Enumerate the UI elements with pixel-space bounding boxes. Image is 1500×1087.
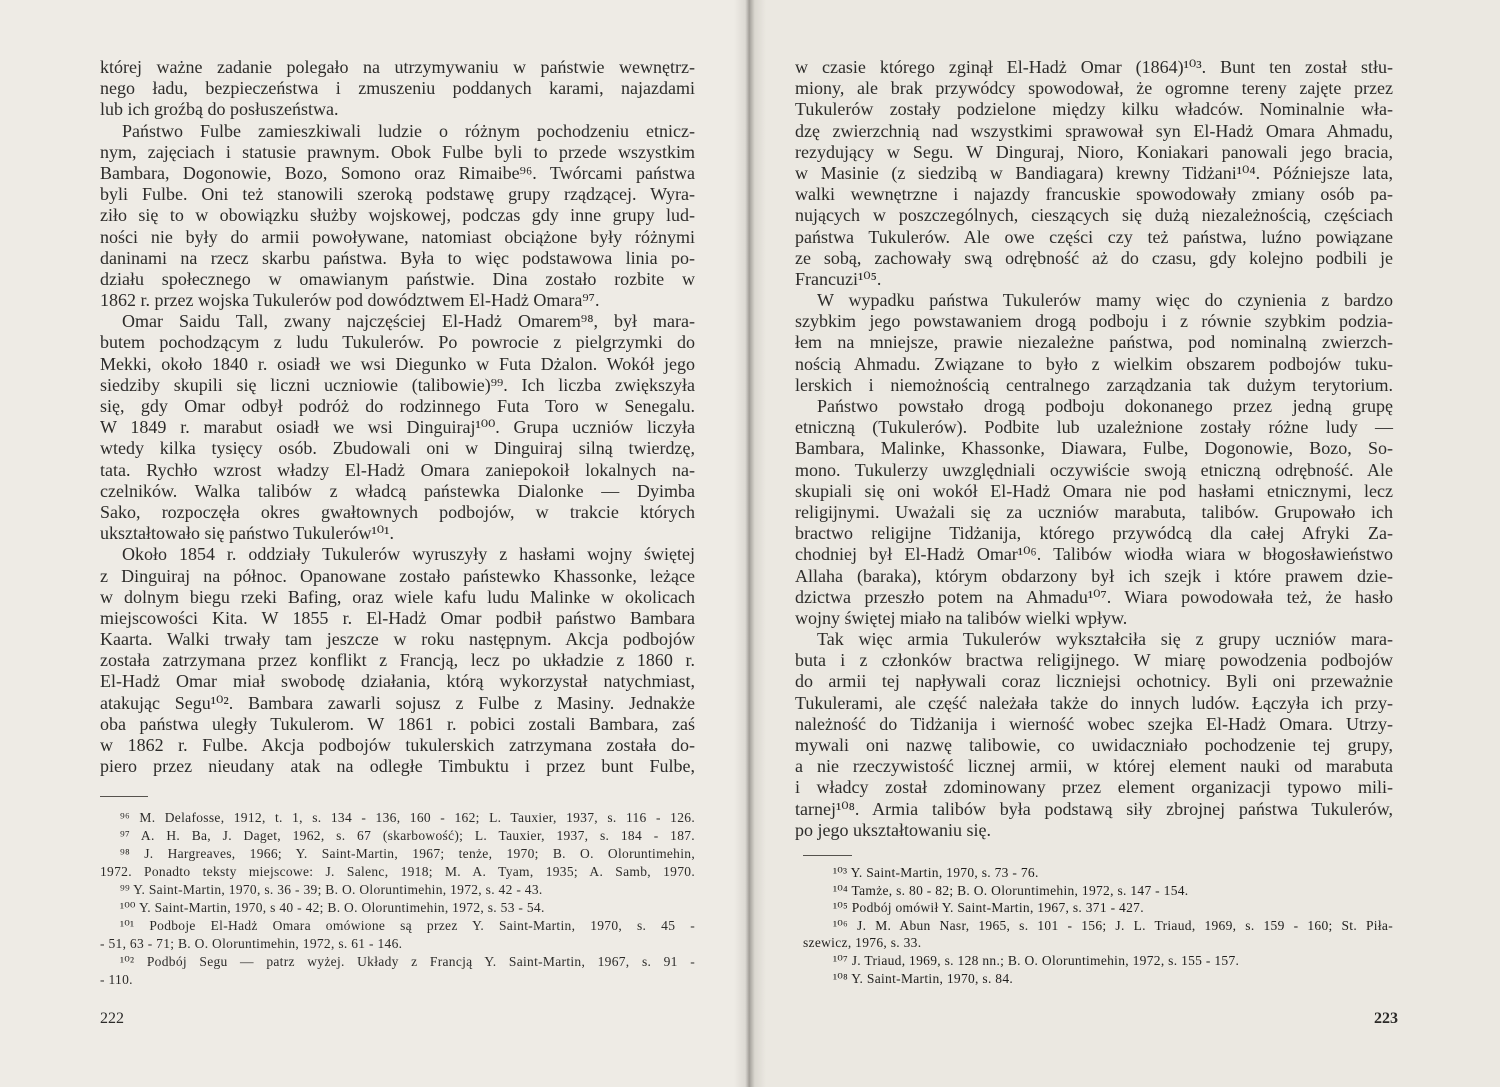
body-line: wojny świętej miało na talibów wielki wpływ.: [795, 607, 1128, 628]
body-line: buta i z członków bractwa religijnego. W miarę powodzenia podbojów: [795, 650, 1393, 671]
body-line: religijnymi. Uważali się za uczniów marabuta, talibów. Grupowało ich: [795, 501, 1393, 522]
body-line: 1862 r. przez wojska Tukulerów pod dowództwem El-Hadż Omara⁹⁷.: [100, 290, 600, 311]
body-line: ności nie były do armii powoływane, natomiast obciążone były różnymi: [100, 226, 695, 247]
body-line: tarnej¹⁰⁸. Armia talibów była podstawą siły zbrojnej państwa Tukulerów,: [795, 798, 1393, 819]
body-line: czelników. Walka talibów z władcą państewka Dialonke — Dyimba: [100, 480, 695, 501]
body-line: nego ładu, bezpieczeństwa i zmuszeniu poddanych karami, najazdami: [100, 78, 695, 99]
body-line: należność do Tidżanija i wierność wobec szejka El-Hadż Omara. Utrzy-: [795, 713, 1393, 734]
body-line: Allaha (baraka), którym obdarzony był ich szejk i które prawem dzie-: [795, 565, 1393, 586]
body-line: piero przez nieudany atak na odległe Timbuktu i przez bunt Fulbe,: [100, 756, 695, 777]
body-line: a nie rzeczywistość licznej armii, w której element nauki od marabuta: [795, 756, 1393, 777]
body-line: chodniej był El-Hadż Omar¹⁰⁶. Talibów wiodła wiara w błogosławieństwo: [795, 544, 1393, 565]
body-line: oba państwa uległy Tukulerom. W 1861 r. pobici zostali Bambara, zaś: [100, 713, 695, 734]
body-line: Tukulerami, ale część należała także do innych ludów. Łączyła ich przy-: [795, 692, 1393, 713]
footnote-line: ¹⁰¹ Podboje El-Hadż Omara omówione są przez Y. Saint-Martin, 1970, s. 45 -: [120, 918, 695, 933]
body-line: Omar Saidu Tall, zwany najczęściej El-Hadż Omarem⁹⁸, był mara-: [122, 311, 695, 332]
body-line: skupiali się oni wokół El-Hadż Omara nie pod hasłami etnicznymi, lecz: [795, 480, 1393, 501]
body-line: ziło się to w obowiązku służby wojskowej, podczas gdy inne grupy lud-: [100, 205, 695, 226]
body-line: walki wewnętrzne i najazdy francuskie spowodowały zmiany osób pa-: [795, 184, 1393, 205]
body-line: ze sobą, zachowały swą odrębność aż do czasu, gdy kolejno podbili je: [795, 247, 1393, 268]
footnote-line: ⁹⁷ A. H. Ba, J. Daget, 1962, s. 67 (skarbowość); L. Tauxier, 1937, s. 184 - 187.: [120, 828, 695, 843]
footnote-line: ⁹⁶ M. Delafosse, 1912, t. 1, s. 134 - 136, 160 - 162; L. Tauxier, 1937, s. 116 - 126.: [120, 810, 695, 825]
body-line: została zatrzymana przez konflikt z Francją, lecz po układzie z 1860 r.: [100, 650, 695, 671]
body-line: Bambara, Malinke, Khassonke, Diawara, Fulbe, Dogonowie, Bozo, So-: [795, 438, 1393, 459]
body-line: w 1862 r. Fulbe. Akcja podbojów tukulerskich zatrzymana została do-: [100, 735, 695, 755]
body-line: etniczną (Tukulerów). Podbite lub uzależnione zostały różne ludy —: [795, 417, 1393, 438]
body-line: Mekki, około 1840 r. osiadł we wsi Diegunko w Futa Dżalon. Wokół jego: [100, 353, 695, 374]
body-line: Państwo powstało drogą podboju dokonanego przez jedną grupę: [817, 396, 1393, 416]
body-line: byli Fulbe. Oni też stanowili szeroką podstawę grupy rządzącej. Wyra-: [100, 184, 695, 205]
body-line: lub ich groźbą do posłuszeństwa.: [100, 99, 339, 120]
body-line: Kaarta. Walki trwały tam jeszcze w roku następnym. Akcja podbojów: [100, 629, 695, 650]
body-line: Tukulerów zostały podzielone między kilku władców. Nominalnie wła-: [795, 99, 1393, 120]
footnote-line: ¹⁰⁸ Y. Saint-Martin, 1970, s. 84.: [833, 970, 1014, 986]
body-line: z Dinguiraj na północ. Opanowane zostało państewko Khassonke, leżące: [100, 565, 695, 586]
body-line: tata. Rychło wzrost władzy El-Hadż Omara zaniepokoił lokalnych na-: [100, 459, 695, 480]
page-number: 222: [100, 1010, 124, 1027]
body-line: Tak więc armia Tukulerów wykształciła się z grupy uczniów mara-: [817, 629, 1393, 650]
body-line: Francuzi¹⁰⁵.: [795, 268, 882, 289]
body-line: W 1849 r. marabut osiadł we wsi Dinguiraj¹⁰⁰. Grupa uczniów liczyła: [100, 417, 695, 438]
footnotes: [100, 809, 695, 989]
footnote-line: szewicz, 1976, s. 33.: [803, 935, 922, 951]
page-number: 223: [1374, 1010, 1398, 1027]
body-line: państwa Tukulerów. Ale owe części czy też państwa, luźno powiązane: [795, 226, 1393, 247]
footnote-line: - 110.: [100, 972, 133, 987]
body-line: W wypadku państwa Tukulerów mamy więc do czynienia z bardzo: [817, 290, 1393, 311]
body-line: rezydujący w Segu. W Dinguraj, Nioro, Koniakari panowali jego bracia,: [795, 141, 1393, 162]
body-line: nujących w poszczególnych, cieszących się dużą niezależnością, częściach: [795, 205, 1393, 226]
footnotes: [803, 864, 1393, 987]
footnote-line: - 51, 63 - 71; B. O. Oloruntimehin, 1972, s. 61 - 146.: [100, 936, 403, 951]
footnote-line: 1972. Ponadto teksty miejscowe: J. Salenc, 1918; M. A. Tyam, 1935; A. Samb, 1970.: [100, 864, 695, 879]
body-line: w czasie którego zginął El-Hadż Omar (1864)¹⁰³. Bunt ten został stłu-: [795, 57, 1393, 77]
body-line: Około 1854 r. oddziały Tukulerów wyruszyły z hasłami wojny świętej: [122, 544, 695, 565]
body-line: w dolnym biegu rzeki Bafing, oraz wiele kafu ludu Malinke w okolicach: [100, 586, 695, 607]
body-line: w Masinie (z siedzibą w Bandiagara) krewny Tidżani¹⁰⁴. Późniejsze lata,: [795, 162, 1393, 183]
footnote-line: ¹⁰⁰ Y. Saint-Martin, 1970, s 40 - 42; B. O. Oloruntimehin, 1972, s. 53 - 54.: [120, 900, 545, 915]
body-line: miejscowości Kita. W 1855 r. El-Hadż Omar podbił państwo Bambara: [100, 607, 695, 628]
body-line: daninami na rzecz skarbu państwa. Była to więc podstawowa linia po-: [100, 247, 695, 268]
body-line: szybkim jego powstawaniem drogą podboju i z równie szybkim podzia-: [795, 311, 1393, 332]
footnote-line: ¹⁰⁷ J. Triaud, 1969, s. 128 nn.; B. O. Oloruntimehin, 1972, s. 155 - 157.: [833, 952, 1240, 968]
footnote-separator: [803, 855, 852, 856]
body-line: której ważne zadanie polegało na utrzymywaniu w państwie wewnętrz-: [100, 57, 695, 77]
footnote-line: ¹⁰⁵ Podbój omówił Y. Saint-Martin, 1967, s. 371 - 427.: [833, 900, 1144, 916]
body-line: siedziby skupili się liczni uczniowie (talibowie)⁹⁹. Ich liczba zwiększyła: [100, 374, 695, 395]
footnote-line: ¹⁰⁴ Tamże, s. 80 - 82; B. O. Oloruntimehin, 1972, s. 147 - 154.: [833, 882, 1189, 898]
body-line: łem na mniejsze, prawie niezależne państwa, pod nominalną zwierzch-: [795, 332, 1393, 353]
body-text: [795, 57, 1393, 841]
right-page: [752, 0, 1500, 1087]
footnote-line: ¹⁰⁶ J. M. Abun Nasr, 1965, s. 101 - 156; J. L. Triaud, 1969, s. 159 - 160; St. Piła-: [833, 917, 1393, 933]
body-line: Sako, rozpoczęła okres gwałtownych podbojów, w trakcie których: [100, 501, 695, 522]
body-line: butem pochodzącym z ludu Tukulerów. Po powrocie z pielgrzymki do: [100, 332, 695, 353]
body-line: do armii tej napływali coraz liczniejsi ochotnicy. Byli oni przeważnie: [795, 671, 1393, 692]
body-line: lerskich i niemożnością centralnego zarządzania tak dużym terytorium.: [795, 374, 1393, 395]
body-line: nym, zajęciach i statusie prawnym. Obok Fulbe byli to przede wszystkim: [100, 141, 695, 162]
body-line: ukształtowało się państwo Tukulerów¹⁰¹.: [100, 523, 394, 544]
body-line: dzę zwierzchnią nad wszystkimi sprawował syn El-Hadż Omara Ahmadu,: [795, 120, 1393, 141]
body-line: Państwo Fulbe zamieszkiwali ludzie o różnym pochodzeniu etnicz-: [122, 120, 695, 141]
body-text: [100, 57, 695, 777]
body-line: wtedy kilka tysięcy osób. Zbudowali oni w Dinguiraj silną twierdzę,: [100, 438, 695, 459]
body-line: działu społecznego w omawianym państwie. Dina zostało rozbite w: [100, 268, 695, 289]
footnote-line: ⁹⁸ J. Hargreaves, 1966; Y. Saint-Martin, 1967; tenże, 1970; B. O. Oloruntimehin,: [120, 846, 695, 861]
body-line: bractwo religijne Tidżanija, którego przywódcą dla całej Afryki Za-: [795, 523, 1393, 544]
body-line: El-Hadż Omar miał swobodę działania, którą wykorzystał natychmiast,: [100, 671, 695, 692]
footnote-line: ⁹⁹ Y. Saint-Martin, 1970, s. 36 - 39; B. O. Oloruntimehin, 1972, s. 42 - 43.: [120, 882, 543, 897]
body-line: mono. Tukulerzy uwzględniali oczywiście swoją etniczną odrębność. Ale: [795, 459, 1393, 480]
body-line: Bambara, Dogonowie, Bozo, Somono oraz Rimaibe⁹⁶. Twórcami państwa: [100, 162, 695, 183]
body-line: mywali oni nazwę talibowie, co uwidaczniało pochodzenie tej grupy,: [795, 735, 1393, 755]
body-line: i władcy został zdominowany przez element organizacji typowo mili-: [795, 777, 1393, 798]
body-line: nością Ahmadu. Związane to było z wielkim obszarem podbojów tuku-: [795, 353, 1393, 374]
left-page: [0, 0, 748, 1087]
footnote-line: ¹⁰³ Y. Saint-Martin, 1970, s. 73 - 76.: [833, 865, 1039, 880]
book-gutter: [734, 0, 766, 1087]
footnote-line: ¹⁰² Podbój Segu — patrz wyżej. Układy z Francją Y. Saint-Martin, 1967, s. 91 -: [120, 954, 695, 969]
body-line: dzictwa przeszło potem na Ahmadu¹⁰⁷. Wiara powodowała też, że hasło: [795, 586, 1393, 607]
body-line: miony, ale brak przywódcy spowodował, że ogromne tereny zajęte przez: [795, 78, 1393, 99]
body-line: atakując Segu¹⁰². Bambara zawarli sojusz z Fulbe z Masiny. Jednakże: [100, 692, 695, 713]
body-line: się, gdy Omar odbył podróż do rodzinnego Futa Toro w Senegalu.: [100, 396, 695, 416]
footnote-separator: [100, 796, 148, 797]
body-line: po jego ukształtowaniu się.: [795, 819, 991, 840]
